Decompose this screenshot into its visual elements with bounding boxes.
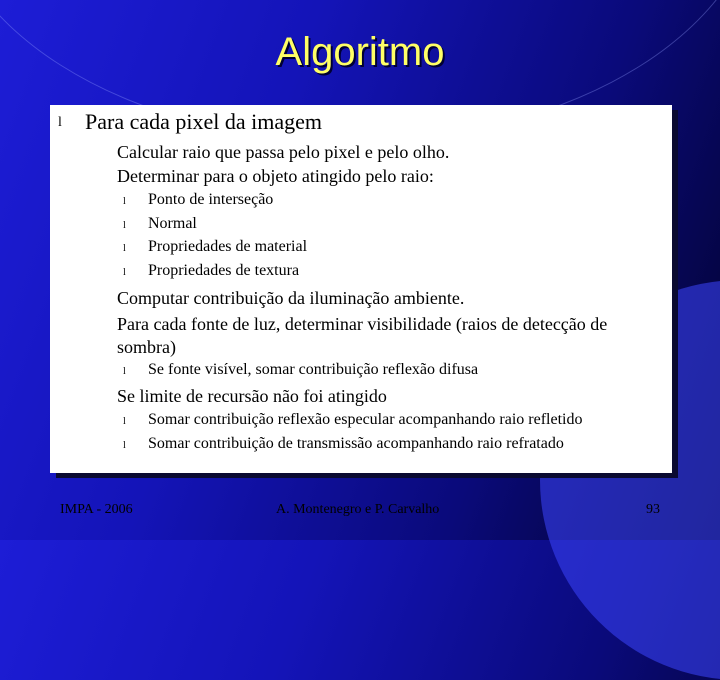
bullet-icon: l xyxy=(123,196,126,207)
bullet-icon: l xyxy=(123,243,126,254)
footer-authors: A. Montenegro e P. Carvalho xyxy=(276,502,440,517)
bullet-icon: l xyxy=(123,440,126,451)
object-item: Ponto de interseção xyxy=(148,191,274,208)
footer-institution: IMPA - 2006 xyxy=(60,502,133,517)
recursion-item: Somar contribuição de transmissão acompanhando raio refratado xyxy=(148,435,564,452)
object-item: Propriedades de material xyxy=(148,238,308,255)
bullet-icon: l xyxy=(123,220,126,231)
bullet-icon: l xyxy=(123,416,126,427)
recursion-item: Somar contribuição reflexão especular acompanhando raio refletido xyxy=(148,411,583,428)
step-calcular-raio: Calcular raio que passa pelo pixel e pelo olho. xyxy=(117,142,450,162)
step-fonte-luz-cont: sombra) xyxy=(117,337,176,357)
slide-title: Algoritmo xyxy=(275,30,445,74)
bullet-icon: l xyxy=(123,366,126,377)
bullet-icon: l xyxy=(123,267,126,278)
page-number: 93 xyxy=(646,502,660,517)
step-recursao: Se limite de recursão não foi atingido xyxy=(117,386,387,406)
object-item: Normal xyxy=(148,215,197,232)
main-bullet-text: Para cada pixel da imagem xyxy=(85,109,323,134)
object-item: Propriedades de textura xyxy=(148,262,300,279)
light-item: Se fonte visível, somar contribuição reflexão difusa xyxy=(148,361,479,378)
step-determinar-objeto: Determinar para o objeto atingido pelo raio: xyxy=(117,166,434,186)
step-fonte-luz: Para cada fonte de luz, determinar visibilidade (raios de detecção de xyxy=(117,314,608,334)
bullet-icon: l xyxy=(58,115,62,130)
content-panel xyxy=(50,105,672,473)
step-computar-ambiente: Computar contribuição da iluminação ambiente. xyxy=(117,288,465,308)
